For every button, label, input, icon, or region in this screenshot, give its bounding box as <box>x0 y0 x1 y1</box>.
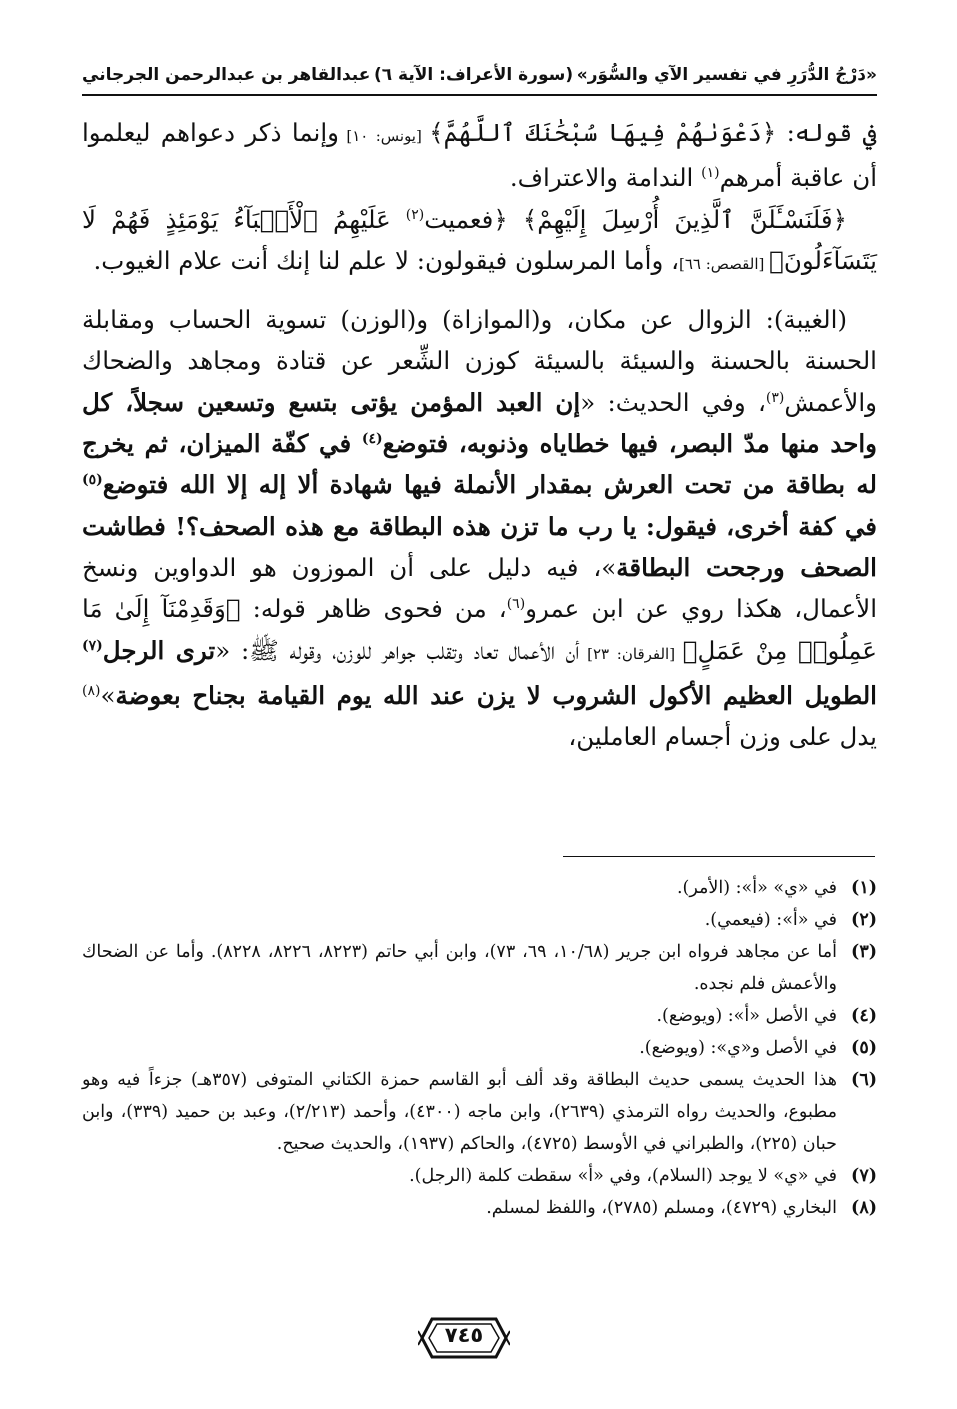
header-author: عبدالقاهر بن عبدالرحمن الجرجاني <box>82 65 371 85</box>
footnote-number: (١) <box>851 878 877 898</box>
paragraph-3 <box>82 299 877 757</box>
text-span: وإنما ذكر دعواهم ليعلموا أن عاقبة أمرهم <box>82 118 877 193</box>
footnote-number: (٥) <box>851 1038 877 1058</box>
quran-quote: عَلَيْهِمُ ٱلْأَنۢبَآءُ يَوْمَئِذٍ فَهُمْ لَا يَتَسَآءَلُونَ﴾ <box>82 204 877 275</box>
header-surah-ref: (سورة الأعراف: الآية ٦) <box>373 65 574 85</box>
running-header <box>82 58 877 92</box>
footnote-text: في «ي» «أ»: (الأمر). <box>676 878 837 898</box>
footnote-marker[interactable]: (٦) <box>506 596 526 613</box>
footnote-separator <box>563 856 875 857</box>
footnote-item <box>82 1032 877 1064</box>
footnote-number: (٧) <box>851 1166 877 1186</box>
footnote-number: (٢) <box>851 910 877 930</box>
text-span: يدل على وزن أجسام العاملين، <box>568 722 877 752</box>
footnote-marker[interactable]: (٤) <box>361 430 383 447</box>
footnote-marker[interactable]: (٥) <box>82 472 103 489</box>
footnote-item <box>82 904 877 936</box>
footnotes <box>82 872 877 1224</box>
header-rule <box>82 94 877 96</box>
footnote-text: هذا الحديث يسمى حديث البطاقة وقد ألف أبو القاسم حمزة الكتاني المتوفى (٣٥٧هـ) جزءاً فيه وهو مطبوع، والحديث رواه الترمذي (٢٦٣٩)، وابن ماجه (٤٣٠٠)، وأحمد (٢/٢١٣)، وعبد بن حميد (٣٣٩)، وابن حبان (٢٢٥)، والطبراني في الأوسط (٤٧٢٥)، والحاكم (١٩٣٧)، والحديث صحيح. <box>82 1070 837 1154</box>
quran-reference: [القصص: ٦٦] <box>678 254 770 273</box>
text-span: » <box>100 680 116 710</box>
footnote-item <box>82 1160 877 1192</box>
text-span: ، وأما المرسلون فيقولون: لا علم لنا إنك أنت علام الغيوب. <box>93 245 679 275</box>
footnote-number: (٨) <box>851 1198 877 1218</box>
text-span: ، من فحوى ظاهر قوله: <box>240 594 507 624</box>
footnote-text: في الأصل و«ي»: (ويوضع). <box>639 1038 837 1058</box>
paragraph-2 <box>82 199 877 286</box>
hadith-text: الطويل العظيم الأكول الشروب لا يزن عند الله يوم القيامة بجناح بعوضة <box>115 680 877 710</box>
page-number-ornament <box>418 1313 510 1363</box>
paragraph-1 <box>82 112 877 199</box>
footnote-number: (٦) <box>851 1070 877 1090</box>
quran-reference: [يونس: ١٠] <box>338 127 430 145</box>
hadith-text: ترى الرجل <box>102 635 216 665</box>
footnote-text: في «ي» لا يوجد (السلام)، وفي «أ» سقطت كلمة (الرجل). <box>409 1166 837 1186</box>
text-span: الندامة والاعتراف. <box>509 163 702 193</box>
footnote-number: (٤) <box>851 1006 877 1026</box>
header-book-title: «دَرْجُ الدُّرَرِ في تفسير الآي والسُّوَر» <box>576 65 877 85</box>
footnote-marker[interactable]: (٣) <box>765 389 785 406</box>
main-text <box>82 112 877 757</box>
text-span: ، وفي الحديث: « <box>580 387 766 417</box>
quran-quote: ﴿دَعْوَىٰهُمْ فِيهَا سُبْحَٰنَكَ ٱللَّهُمَّ﴾ <box>429 118 777 147</box>
footnote-text: البخاري (٤٧٢٩)، ومسلم (٢٧٨٥)، واللفظ لمسلم. <box>486 1198 837 1218</box>
footnote-item <box>82 1192 877 1224</box>
footnote-item <box>82 1064 877 1160</box>
footnote-text: في الأصل «أ»: (ويوضع). <box>656 1006 837 1026</box>
quran-quote: ﴿وَقَدِمْنَآ إِلَىٰ مَا عَمِلُوا۟ مِنْ عَمَلٍ﴾ <box>82 594 877 665</box>
text-span: أن الأعمال تعاد وتقلب جواهر للوزن، وقوله ﷺ: « <box>215 635 580 665</box>
footnote-marker[interactable]: (٢) <box>405 206 425 223</box>
quran-reference: [الفرقان: ٢٣] <box>579 644 683 663</box>
quran-quote: ﴿فَلَنَسْـَٔلَنَّ ٱلَّذِينَ أُرْسِلَ إِلَيْهِمْ﴾ ﴿فعميت <box>424 204 847 234</box>
hadith-text: في كفّة الميزان، ثم يخرج له بطاقة من تحت العرش بمقدار الأنملة فيها شهادة ألا إله إلا الله فتوضع <box>82 429 877 500</box>
footnote-marker[interactable]: (١) <box>701 165 720 182</box>
footnote-text: في «أ»: (فيعمي). <box>704 910 837 930</box>
footnote-item <box>82 1000 877 1032</box>
text-span: في قوله: <box>776 118 878 147</box>
footnote-number: (٣) <box>851 942 877 962</box>
hadith-text: في كفة أخرى، فيقول: يا رب ما تزن هذه البطاقة مع هذه الصحف؟! فطاشت الصحف ورجحت البطاقة <box>82 511 877 582</box>
footnote-item <box>82 872 877 904</box>
hadith-text: إن العبد المؤمن يؤتى بتسع وتسعين سجلاً، كل واحد منها مدّ البصر، فيها خطاياه وذنوبه، فتوضع <box>82 387 877 459</box>
footnote-text: أما عن مجاهد فرواه ابن جرير (١٠/٦٨، ٦٩، ٧٣)، وابن أبي حاتم (٨٢٢٣، ٨٢٢٦، ٨٢٢٨). وأما عن الضحاك والأعمش فلم نجده. <box>82 942 837 994</box>
footnote-marker[interactable]: (٧) <box>82 637 103 654</box>
footnote-marker[interactable]: (٨) <box>82 682 101 699</box>
footnote-item <box>82 936 877 1000</box>
text-span: (الغيبة): الزوال عن مكان، و(الموازاة) و(الوزن) تسوية الحساب ومقابلة الحسنة بالحسنة والسيئة بالسيئة كوزن الشِّعر عن قتادة ومجاهد والضحاك والأعمش <box>82 305 877 417</box>
text-span: »، فيه دليل على أن الموزون هو الدواوين ونسخ الأعمال، هكذا روي عن ابن عمرو <box>82 552 878 624</box>
page-number: ٧٤٥ <box>444 1323 484 1347</box>
